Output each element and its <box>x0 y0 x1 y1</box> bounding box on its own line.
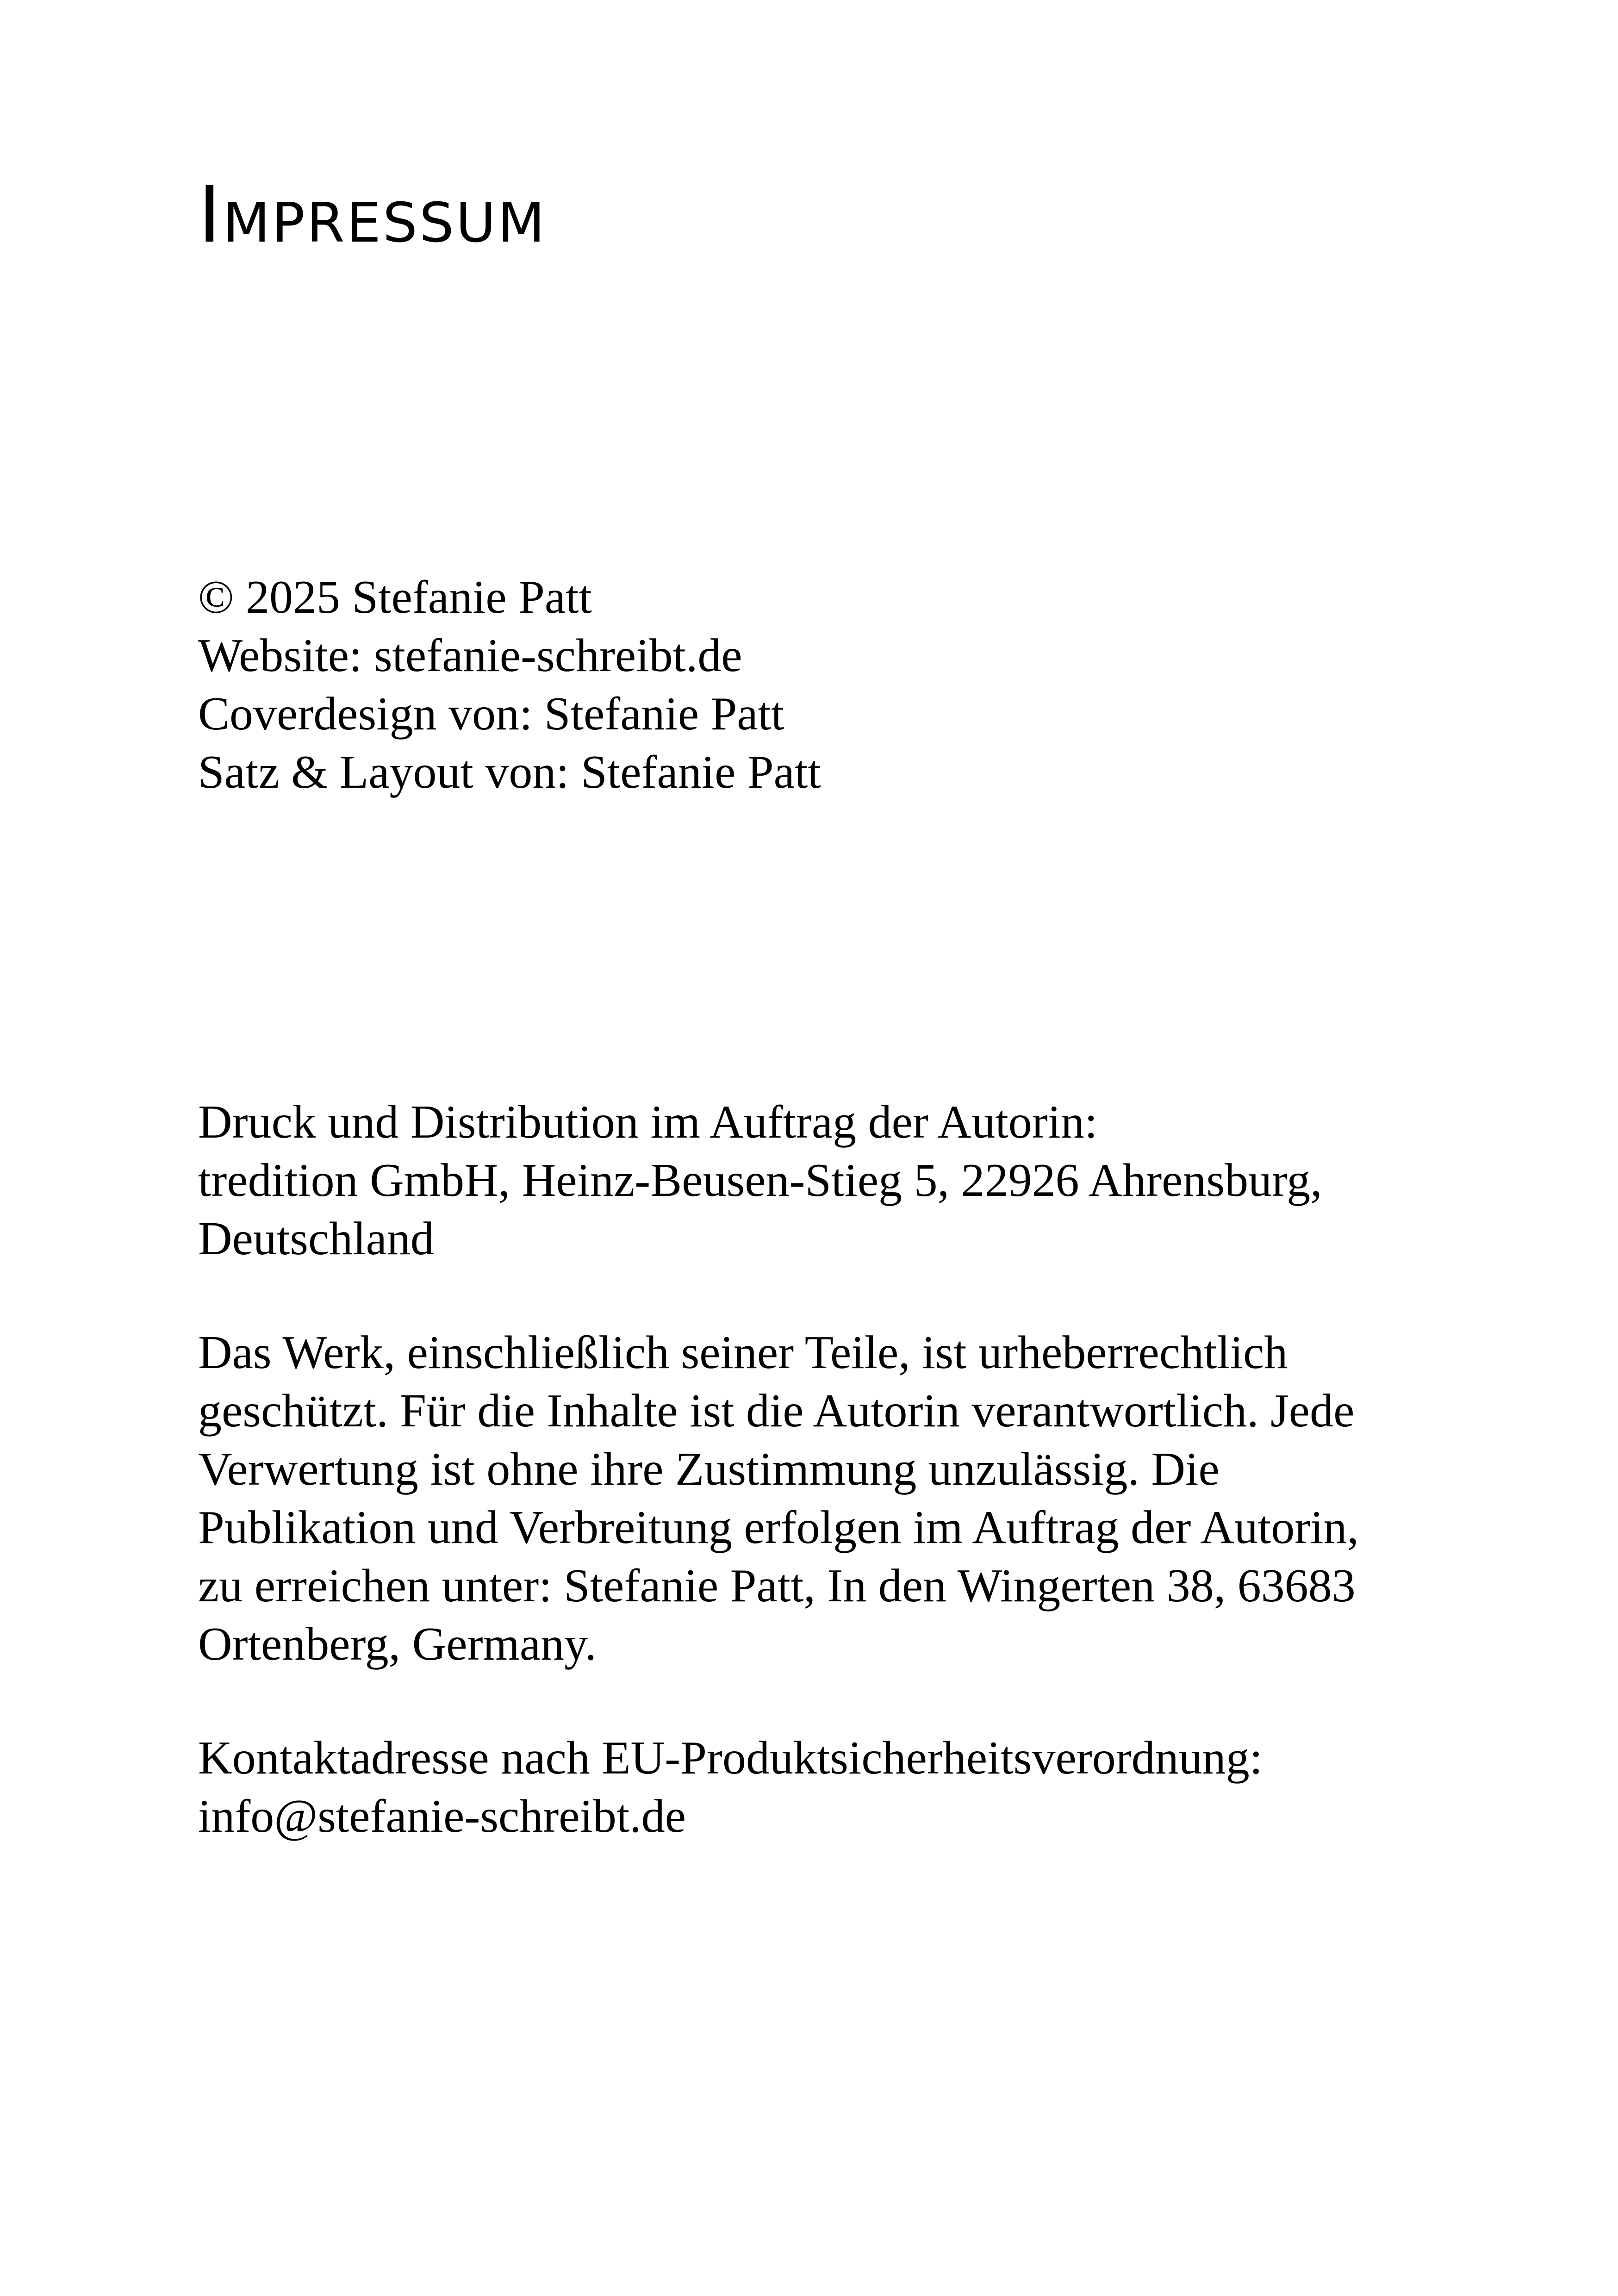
copyright-notice-line: Ortenberg, Germany. <box>198 1618 597 1670</box>
copyright-notice-line: Verwertung ist ohne ihre Zustimmung unzulässig. Die <box>198 1443 1220 1495</box>
publisher-address-line: tredition GmbH, Heinz-Beusen-Stieg 5, 22926 Ahrensburg, <box>198 1154 1322 1207</box>
contact-block <box>198 1729 1263 1846</box>
layout-credit-line: Satz & Layout von: Stefanie Patt <box>198 746 821 798</box>
copyright-notice-line: Publikation und Verbreitung erfolgen im Auftrag der Autorin, <box>198 1501 1359 1554</box>
print-distribution-block <box>198 1093 1322 1268</box>
contact-label-line: Kontaktadresse nach EU-Produktsicherheitsverordnung: <box>198 1732 1263 1784</box>
copyright-line: © 2025 Stefanie Patt <box>198 571 592 623</box>
copyright-notice-line: Das Werk, einschließlich seiner Teile, ist urheberrechtlich <box>198 1326 1288 1379</box>
copyright-notice-line: zu erreichen unter: Stefanie Patt, In den Wingerten 38, 63683 <box>198 1560 1356 1612</box>
contact-email: info@stefanie-schreibt.de <box>198 1790 686 1842</box>
credits-block <box>198 568 821 802</box>
website-line: Website: stefanie-schreibt.de <box>198 629 742 682</box>
cover-design-line: Coverdesign von: Stefanie Patt <box>198 688 784 740</box>
page-title: Impressum <box>198 169 547 260</box>
print-distribution-line: Druck und Distribution im Auftrag der Autorin: <box>198 1096 1098 1148</box>
copyright-notice-block <box>198 1324 1359 1674</box>
publisher-country-line: Deutschland <box>198 1213 434 1265</box>
copyright-notice-line: geschützt. Für die Inhalte ist die Autorin verantwortlich. Jede <box>198 1385 1355 1437</box>
